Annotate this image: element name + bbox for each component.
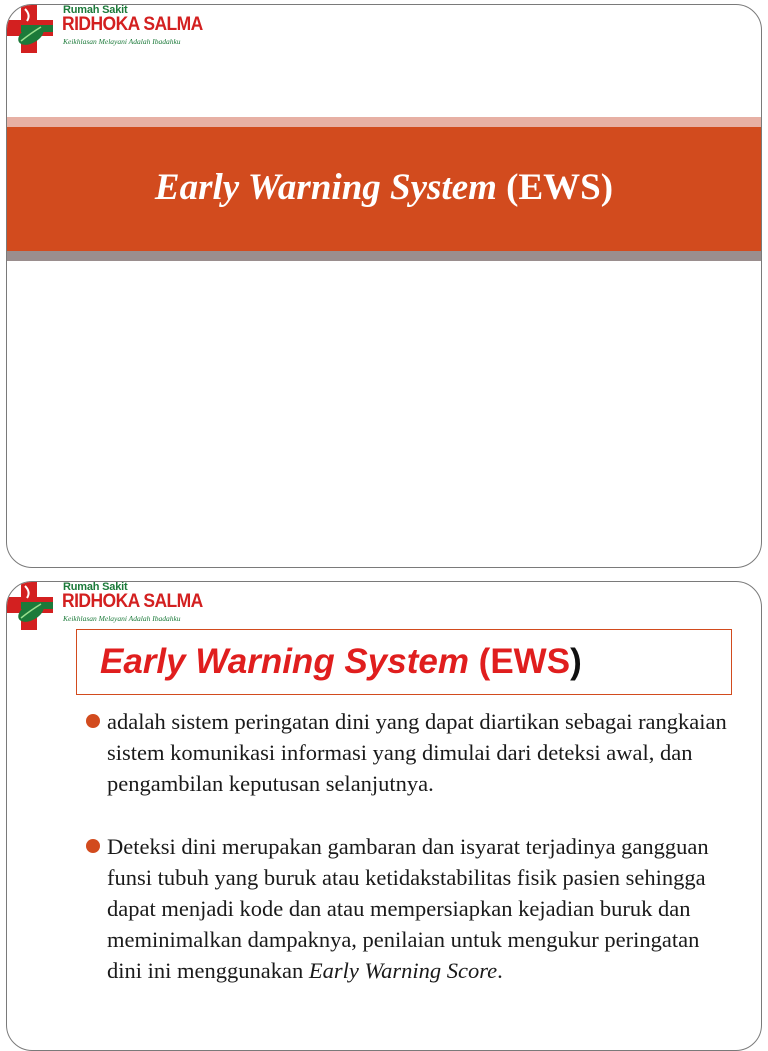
logo-top-text: Rumah Sakit — [63, 4, 128, 16]
list-item — [86, 706, 736, 799]
slide-1 — [6, 4, 762, 568]
red-cross-leaf-icon — [7, 5, 61, 57]
logo-tagline: Keikhlasan Melayani Adalah Ibadahku — [63, 614, 181, 623]
slide-2-title — [76, 629, 732, 695]
slide-2-title-italic: Early Warning System — [100, 642, 469, 681]
bullet-end: . — [497, 958, 503, 983]
slide-2-title-close-paren: ) — [570, 642, 582, 681]
logo-name: RIDHOKA SALMA — [62, 14, 203, 35]
logo-top-text: Rumah Sakit — [63, 581, 128, 593]
hospital-logo — [7, 4, 203, 57]
logo-tagline: Keikhlasan Melayani Adalah Ibadahku — [63, 37, 181, 46]
red-cross-leaf-icon — [7, 582, 61, 634]
hospital-logo — [7, 581, 203, 634]
slide-1-title-italic: Early Warning System — [154, 166, 497, 208]
bullet-list — [86, 706, 736, 986]
logo-name: RIDHOKA SALMA — [62, 591, 203, 612]
list-item — [86, 831, 736, 986]
bullet-dot-icon — [86, 839, 100, 853]
title-banner — [7, 127, 761, 251]
slide-2-title-abbr: EWS — [490, 642, 571, 681]
bullet-emphasis: Early Warning Score — [308, 958, 498, 983]
slide-1-title — [155, 166, 613, 209]
gray-strip — [7, 251, 761, 261]
bullet-text: Deteksi dini merupakan gambaran dan isyarat terjadinya gangguan funsi tubuh yang buruk atau ketidakstabilitas fisik pasien sehingga dapat menjadi kode dan atau mempersiapkan kejadian buruk dan meminimalkan dampaknya, penilaian untuk mengukur peringatan dini ini menggunakan — [107, 834, 709, 983]
pink-strip — [7, 117, 761, 127]
slide-2-title-open-paren: ( — [478, 642, 491, 681]
slide-2 — [6, 581, 762, 1051]
slide-1-title-abbr: (EWS) — [506, 166, 614, 208]
bullet-text: adalah sistem peringatan dini yang dapat diartikan sebagai rangkaian sistem komunikasi informasi yang dimulai dari deteksi awal, dan pengambilan keputusan selanjutnya. — [107, 709, 727, 796]
bullet-dot-icon — [86, 714, 100, 728]
